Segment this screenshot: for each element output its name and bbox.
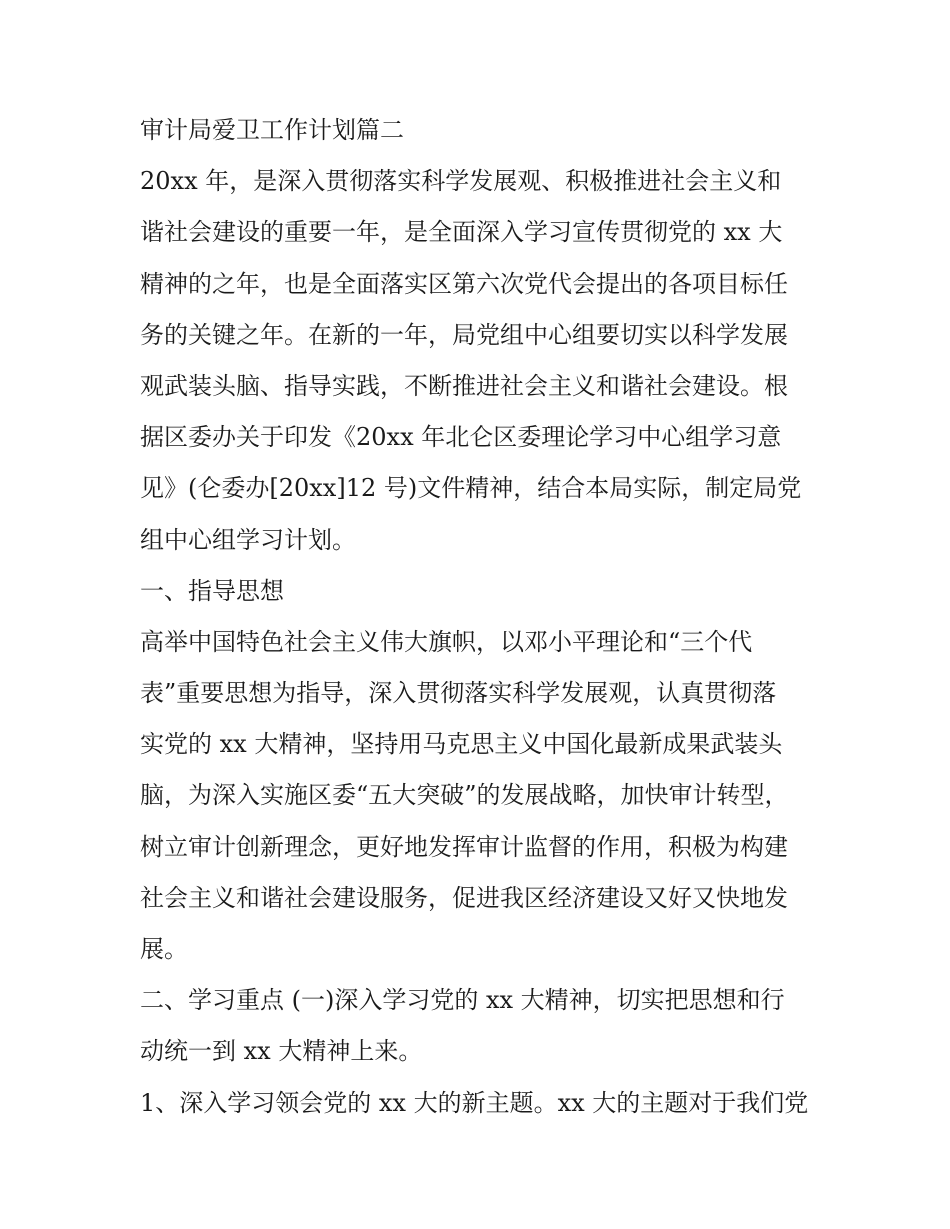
text-line: 动统一到 xx 大精神上来。 [140,1037,423,1066]
section-heading: 一、指导思想 [140,576,284,605]
text-line: 1、深入学习领会党的 xx 大的新主题。xx 大的主题对于我们党 [140,1088,809,1117]
text-line: 20xx 年，是深入贯彻落实科学发展观、积极推进社会主义和 [140,167,782,196]
text-line: 表”重要思想为指导，深入贯彻落实科学发展观，认真贯彻落 [140,679,777,708]
document-body [140,105,820,1129]
text-line: 据区委办关于印发《20xx 年北仑区委理论学习中心组学习意 [140,423,782,452]
text-line: 务的关键之年。在新的一年，局党组中心组要切实以科学发展 [140,320,788,349]
text-line: 展。 [140,935,188,963]
text-line: 谐社会建设的重要一年，是全面深入学习宣传贯彻党的 xx 大 [140,218,783,247]
text-line: 脑，为深入实施区委“五大突破”的发展战略，加快审计转型， [140,781,789,810]
text-line: 观武装头脑、指导实践，不断推进社会主义和谐社会建设。根 [140,371,788,400]
text-line: 社会主义和谐社会建设服务，促进我区经济建设又好又快地发 [140,883,788,912]
text-line: 精神的之年，也是全面落实区第六次党代会提出的各项目标任 [140,269,788,298]
text-line: 二、学习重点 (一)深入学习党的 xx 大精神，切实把思想和行 [140,986,785,1015]
text-line: 高举中国特色社会主义伟大旗帜，以邓小平理论和“三个代 [140,627,753,656]
text-line: 实党的 xx 大精神，坚持用马克思主义中国化最新成果武装头 [140,730,783,759]
text-line: 见》(仑委办[20xx]12 号)文件精神，结合本局实际，制定局党 [140,474,802,503]
text-line: 组中心组学习计划。 [140,525,356,554]
text-line: 树立审计创新理念，更好地发挥审计监督的作用，积极为构建 [140,832,788,861]
document-title: 审计局爱卫工作计划篇二 [140,116,404,144]
